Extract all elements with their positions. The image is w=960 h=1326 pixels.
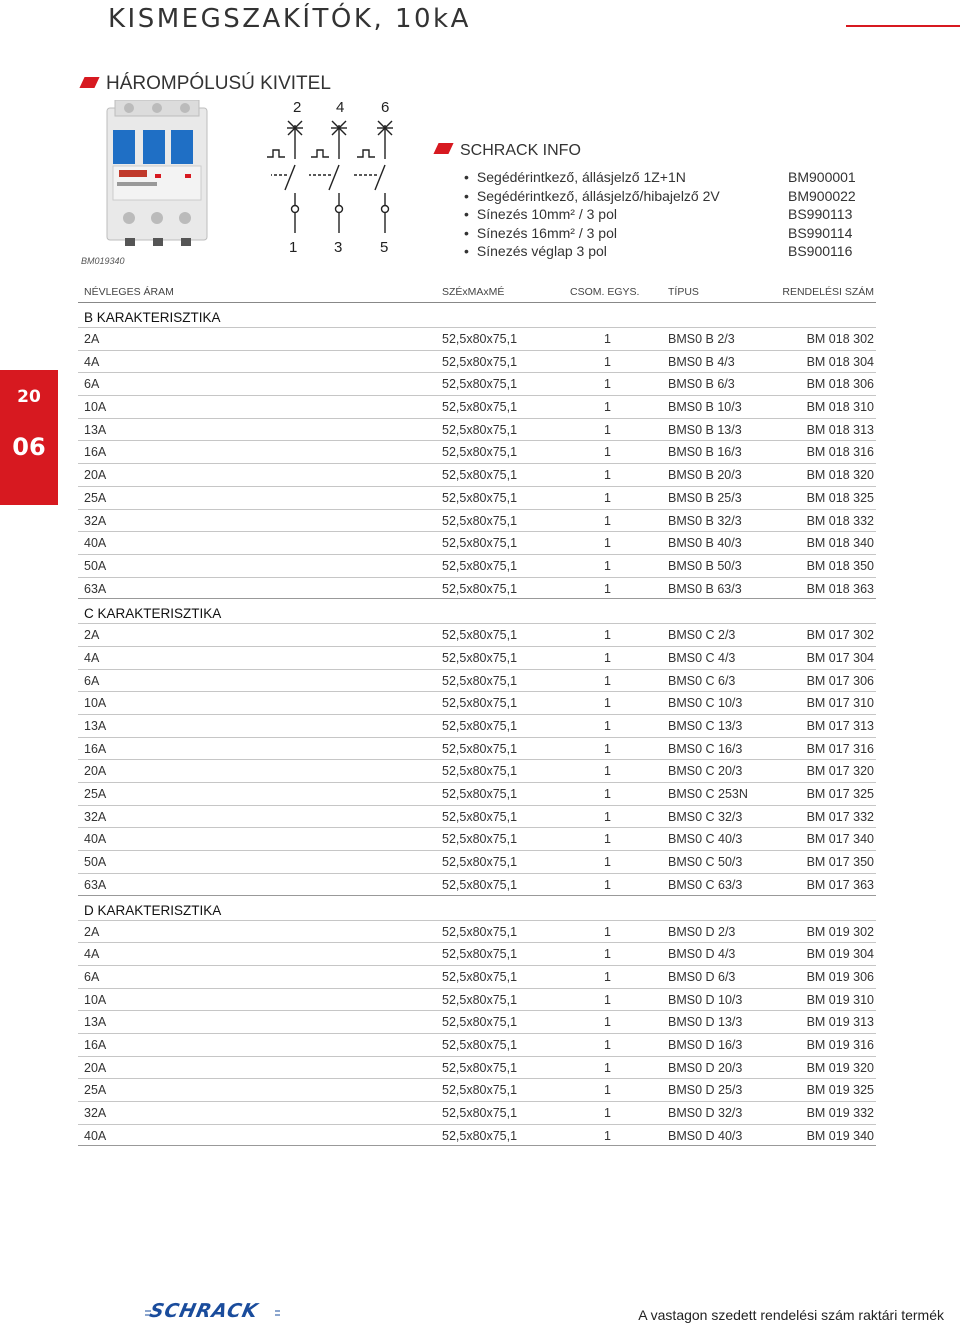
red-bullet-icon (79, 77, 99, 88)
cell-rated-current: 4A (84, 947, 100, 962)
cell-dimensions: 52,5x80x75,1 (442, 696, 518, 711)
cell-order-number: BM 019 310 (806, 992, 874, 1007)
cell-order-number: BM 018 306 (806, 377, 874, 392)
cell-rated-current: 16A (84, 741, 107, 756)
cell-dimensions: 52,5x80x75,1 (442, 855, 518, 870)
cell-order-number: BM 018 320 (806, 468, 874, 483)
cell-rated-current: 6A (84, 377, 100, 392)
cell-pack-unit: 1 (604, 332, 611, 346)
table-row (78, 669, 876, 692)
table-row (78, 1101, 876, 1124)
cell-rated-current: 10A (84, 400, 107, 415)
cell-dimensions: 52,5x80x75,1 (442, 992, 518, 1007)
cell-type: BMS0 D 16/3 (668, 1037, 743, 1052)
cell-dimensions: 52,5x80x75,1 (442, 1060, 518, 1075)
table-row (78, 942, 876, 965)
cell-order-number: BM 019 320 (806, 1060, 874, 1075)
image-caption: BM019340 (81, 256, 125, 266)
table-row (78, 850, 876, 873)
cell-dimensions: 52,5x80x75,1 (442, 445, 518, 460)
cell-type: BMS0 B 10/3 (668, 400, 742, 415)
info-item (436, 168, 886, 187)
cell-rated-current: 2A (84, 332, 100, 346)
table-row (78, 463, 876, 486)
table-row (78, 1010, 876, 1033)
table-row (78, 418, 876, 441)
group-heading-label: D KARAKTERISZTIKA (84, 902, 222, 918)
breaker-photo (105, 100, 210, 248)
table-row (78, 646, 876, 669)
schrack-info-box (436, 142, 886, 261)
info-item-text: • Segédérintkező, állásjelző 1Z+1N (464, 168, 686, 187)
cell-pack-unit: 1 (604, 855, 611, 870)
cell-rated-current: 10A (84, 992, 107, 1007)
cell-pack-unit: 1 (604, 673, 611, 688)
table-row (78, 554, 876, 577)
cell-dimensions: 52,5x80x75,1 (442, 787, 518, 802)
table-row (78, 440, 876, 463)
table-header (78, 280, 876, 302)
cell-pack-unit: 1 (604, 764, 611, 779)
wiring-diagram (255, 95, 405, 255)
cell-type: BMS0 C 63/3 (668, 877, 743, 892)
info-item-code: BS900116 (788, 243, 853, 259)
cell-type: BMS0 C 16/3 (668, 741, 743, 756)
cell-order-number: BM 017 320 (806, 764, 874, 779)
cell-order-number: BM 017 310 (806, 696, 874, 711)
terminal-bottom-1: 1 (289, 239, 298, 255)
cell-type: BMS0 B 50/3 (668, 558, 742, 573)
group-heading (78, 599, 876, 623)
table-body (78, 303, 876, 1146)
cell-rated-current: 20A (84, 764, 107, 779)
cell-type: BMS0 B 16/3 (668, 445, 742, 460)
cell-rated-current: 6A (84, 969, 100, 984)
table-row (78, 737, 876, 760)
cell-rated-current: 2A (84, 628, 100, 643)
cell-type: BMS0 B 2/3 (668, 332, 735, 346)
info-item-code: BS990113 (788, 206, 853, 222)
table-row (78, 1078, 876, 1101)
cell-type: BMS0 D 32/3 (668, 1106, 743, 1120)
header-order-number: RENDELÉSI SZÁM (782, 286, 874, 298)
header-dimensions: SZÉxMAxMÉ (442, 286, 505, 298)
red-bullet-icon (433, 143, 453, 154)
cell-dimensions: 52,5x80x75,1 (442, 924, 518, 939)
cell-rated-current: 4A (84, 354, 100, 369)
cell-dimensions: 52,5x80x75,1 (442, 947, 518, 962)
cell-order-number: BM 018 302 (806, 332, 874, 346)
header-type: TÍPUS (668, 286, 699, 298)
cell-dimensions: 52,5x80x75,1 (442, 1037, 518, 1052)
cell-type: BMS0 D 10/3 (668, 992, 743, 1007)
cell-pack-unit: 1 (604, 536, 611, 551)
info-item-code: BS990114 (788, 224, 853, 241)
cell-dimensions: 52,5x80x75,1 (442, 969, 518, 984)
cell-order-number: BM 019 316 (806, 1037, 874, 1052)
cell-order-number: BM 018 313 (806, 422, 874, 437)
cell-order-number: BM 019 313 (806, 1015, 874, 1030)
cell-pack-unit: 1 (604, 468, 611, 483)
cell-rated-current: 32A (84, 809, 107, 824)
cell-dimensions: 52,5x80x75,1 (442, 354, 518, 369)
terminal-top-6: 6 (381, 99, 390, 116)
cell-dimensions: 52,5x80x75,1 (442, 764, 518, 779)
table-row (78, 486, 876, 509)
cell-order-number: BM 019 304 (806, 947, 874, 962)
table-row (78, 327, 876, 350)
cell-order-number: BM 017 350 (806, 855, 874, 870)
info-item-text: • Segédérintkező, állásjelző/hibajelző 2V (464, 187, 720, 206)
cell-type: BMS0 C 50/3 (668, 855, 743, 870)
table-row (78, 965, 876, 988)
cell-pack-unit: 1 (604, 924, 611, 939)
cell-dimensions: 52,5x80x75,1 (442, 832, 518, 847)
group-rows (78, 623, 876, 895)
cell-pack-unit: 1 (604, 719, 611, 733)
group-heading-label: C KARAKTERISZTIKA (84, 606, 222, 622)
table-row (78, 873, 876, 896)
cell-type: BMS0 D 20/3 (668, 1060, 743, 1075)
cell-order-number: BM 018 363 (806, 581, 874, 596)
cell-order-number: BM 017 332 (806, 809, 874, 824)
terminal-bottom-3: 3 (334, 239, 343, 255)
cell-pack-unit: 1 (604, 696, 611, 711)
cell-rated-current: 32A (84, 513, 107, 528)
table-row (78, 988, 876, 1011)
cell-rated-current: 40A (84, 536, 107, 551)
logo-text: SCHRACK (147, 1300, 261, 1322)
cell-pack-unit: 1 (604, 1037, 611, 1052)
cell-pack-unit: 1 (604, 1106, 611, 1120)
cell-type: BMS0 C 10/3 (668, 696, 743, 711)
cell-pack-unit: 1 (604, 877, 611, 892)
cell-pack-unit: 1 (604, 445, 611, 460)
cell-order-number: BM 019 306 (806, 969, 874, 984)
cell-rated-current: 25A (84, 1083, 107, 1098)
cell-type: BMS0 C 20/3 (668, 764, 743, 779)
cell-type: BMS0 C 4/3 (668, 650, 736, 665)
cell-type: BMS0 B 40/3 (668, 536, 742, 551)
table-row (78, 759, 876, 782)
cell-type: BMS0 B 20/3 (668, 468, 742, 483)
table-row (78, 1056, 876, 1079)
cell-pack-unit: 1 (604, 947, 611, 962)
group-heading (78, 896, 876, 920)
cell-order-number: BM 018 310 (806, 400, 874, 415)
cell-type: BMS0 B 13/3 (668, 422, 742, 437)
section-heading (82, 73, 331, 95)
cell-type: BMS0 C 13/3 (668, 719, 743, 733)
cell-dimensions: 52,5x80x75,1 (442, 650, 518, 665)
cell-type: BMS0 C 40/3 (668, 832, 743, 847)
cell-pack-unit: 1 (604, 628, 611, 643)
cell-type: BMS0 D 25/3 (668, 1083, 743, 1098)
product-table (78, 280, 876, 1146)
cell-rated-current: 20A (84, 1060, 107, 1075)
cell-rated-current: 4A (84, 650, 100, 665)
cell-dimensions: 52,5x80x75,1 (442, 1083, 518, 1098)
info-item-text: • Sínezés 16mm² / 3 pol (464, 224, 617, 243)
cell-order-number: BM 017 304 (806, 650, 874, 665)
table-row (78, 1033, 876, 1056)
cell-type: BMS0 B 4/3 (668, 354, 735, 369)
cell-rated-current: 63A (84, 877, 107, 892)
cell-pack-unit: 1 (604, 513, 611, 528)
page-title: KISMEGSZAKÍTÓK, 10kA (108, 4, 471, 34)
cell-rated-current: 16A (84, 1037, 107, 1052)
cell-rated-current: 6A (84, 673, 100, 688)
cell-dimensions: 52,5x80x75,1 (442, 536, 518, 551)
cell-type: BMS0 D 4/3 (668, 947, 736, 962)
table-row (78, 805, 876, 828)
cell-rated-current: 25A (84, 787, 107, 802)
cell-dimensions: 52,5x80x75,1 (442, 877, 518, 892)
chapter-tab-bottom: 06 (12, 433, 46, 461)
cell-rated-current: 10A (84, 696, 107, 711)
info-item-code: BM900001 (788, 169, 856, 185)
cell-dimensions: 52,5x80x75,1 (442, 422, 518, 437)
cell-rated-current: 32A (84, 1106, 107, 1120)
cell-order-number: BM 019 302 (806, 924, 874, 939)
table-row (78, 509, 876, 532)
cell-rated-current: 25A (84, 490, 107, 505)
cell-pack-unit: 1 (604, 992, 611, 1007)
cell-rated-current: 63A (84, 581, 107, 596)
group-rows (78, 920, 876, 1147)
cell-rated-current: 13A (84, 1015, 107, 1030)
cell-order-number: BM 017 325 (806, 787, 874, 802)
cell-rated-current: 2A (84, 924, 100, 939)
header-rated-current: NÉVLEGES ÁRAM (84, 286, 174, 298)
cell-pack-unit: 1 (604, 787, 611, 802)
cell-dimensions: 52,5x80x75,1 (442, 1015, 518, 1030)
cell-type: BMS0 D 6/3 (668, 969, 736, 984)
info-item (436, 205, 886, 224)
table-row (78, 577, 876, 600)
cell-type: BMS0 C 32/3 (668, 809, 743, 824)
cell-order-number: BM 018 340 (806, 536, 874, 551)
info-heading-label: SCHRACK INFO (460, 142, 581, 159)
cell-rated-current: 20A (84, 468, 107, 483)
cell-dimensions: 52,5x80x75,1 (442, 673, 518, 688)
info-heading (436, 142, 886, 160)
cell-pack-unit: 1 (604, 1060, 611, 1075)
cell-type: BMS0 B 63/3 (668, 581, 742, 596)
cell-order-number: BM 017 316 (806, 741, 874, 756)
cell-order-number: BM 017 313 (806, 719, 874, 733)
table-row (78, 691, 876, 714)
cell-dimensions: 52,5x80x75,1 (442, 1106, 518, 1120)
table-row (78, 827, 876, 850)
cell-order-number: BM 018 325 (806, 490, 874, 505)
table-row (78, 714, 876, 737)
cell-rated-current: 50A (84, 855, 107, 870)
cell-dimensions: 52,5x80x75,1 (442, 558, 518, 573)
info-item-text: • Sínezés 10mm² / 3 pol (464, 205, 617, 224)
cell-rated-current: 40A (84, 832, 107, 847)
cell-pack-unit: 1 (604, 809, 611, 824)
cell-order-number: BM 019 340 (806, 1128, 874, 1143)
cell-pack-unit: 1 (604, 490, 611, 505)
cell-pack-unit: 1 (604, 969, 611, 984)
cell-dimensions: 52,5x80x75,1 (442, 400, 518, 415)
cell-pack-unit: 1 (604, 558, 611, 573)
cell-type: BMS0 B 25/3 (668, 490, 742, 505)
table-row (78, 395, 876, 418)
table-row (78, 531, 876, 554)
cell-dimensions: 52,5x80x75,1 (442, 468, 518, 483)
cell-order-number: BM 017 340 (806, 832, 874, 847)
cell-type: BMS0 C 6/3 (668, 673, 736, 688)
cell-type: BMS0 B 6/3 (668, 377, 735, 392)
cell-order-number: BM 019 332 (806, 1106, 874, 1120)
table-row (78, 623, 876, 646)
cell-dimensions: 52,5x80x75,1 (442, 809, 518, 824)
cell-dimensions: 52,5x80x75,1 (442, 741, 518, 756)
cell-pack-unit: 1 (604, 832, 611, 847)
info-item-code: BM900022 (788, 187, 856, 204)
table-row (78, 920, 876, 943)
title-accent-rule (846, 25, 960, 27)
cell-dimensions: 52,5x80x75,1 (442, 628, 518, 643)
cell-rated-current: 40A (84, 1128, 107, 1143)
terminal-top-4: 4 (336, 99, 345, 116)
cell-rated-current: 13A (84, 719, 107, 733)
cell-dimensions: 52,5x80x75,1 (442, 1128, 518, 1143)
cell-pack-unit: 1 (604, 581, 611, 596)
cell-pack-unit: 1 (604, 377, 611, 392)
cell-pack-unit: 1 (604, 1128, 611, 1143)
cell-rated-current: 16A (84, 445, 107, 460)
cell-pack-unit: 1 (604, 422, 611, 437)
section-heading-label: HÁROMPÓLUSÚ KIVITEL (106, 73, 331, 94)
cell-rated-current: 13A (84, 422, 107, 437)
group-heading-label: B KARAKTERISZTIKA (84, 310, 221, 325)
cell-dimensions: 52,5x80x75,1 (442, 719, 518, 733)
cell-dimensions: 52,5x80x75,1 (442, 332, 518, 346)
cell-dimensions: 52,5x80x75,1 (442, 581, 518, 596)
info-item-text: • Sínezés véglap 3 pol (464, 242, 607, 261)
cell-dimensions: 52,5x80x75,1 (442, 490, 518, 505)
cell-pack-unit: 1 (604, 1015, 611, 1030)
cell-order-number: BM 018 332 (806, 513, 874, 528)
cell-dimensions: 52,5x80x75,1 (442, 377, 518, 392)
terminal-bottom-5: 5 (380, 239, 389, 255)
cell-pack-unit: 1 (604, 354, 611, 369)
cell-type: BMS0 D 40/3 (668, 1128, 743, 1143)
cell-order-number: BM 017 363 (806, 877, 874, 892)
table-row (78, 350, 876, 373)
cell-pack-unit: 1 (604, 741, 611, 756)
cell-dimensions: 52,5x80x75,1 (442, 513, 518, 528)
cell-order-number: BM 017 306 (806, 673, 874, 688)
cell-pack-unit: 1 (604, 400, 611, 415)
cell-order-number: BM 017 302 (806, 628, 874, 643)
cell-type: BMS0 C 2/3 (668, 628, 736, 643)
cell-rated-current: 50A (84, 558, 107, 573)
table-row (78, 372, 876, 395)
cell-type: BMS0 C 253N (668, 787, 748, 802)
info-item (436, 187, 886, 206)
terminal-top-2: 2 (293, 99, 302, 116)
chapter-tab-top: 20 (17, 387, 41, 407)
info-item (436, 224, 886, 243)
group-heading (78, 303, 876, 327)
table-row (78, 1124, 876, 1147)
cell-order-number: BM 019 325 (806, 1083, 874, 1098)
header-pack-unit: CSOM. EGYS. (570, 286, 640, 298)
chapter-tab (0, 370, 58, 505)
cell-type: BMS0 D 13/3 (668, 1015, 743, 1030)
table-row (78, 782, 876, 805)
cell-order-number: BM 018 350 (806, 558, 874, 573)
cell-type: BMS0 D 2/3 (668, 924, 736, 939)
cell-order-number: BM 018 316 (806, 445, 874, 460)
cell-type: BMS0 B 32/3 (668, 513, 742, 528)
info-item (436, 242, 886, 261)
cell-pack-unit: 1 (604, 650, 611, 665)
cell-order-number: BM 018 304 (806, 354, 874, 369)
footer-note: A vastagon szedett rendelési szám raktári termék (638, 1307, 944, 1323)
cell-pack-unit: 1 (604, 1083, 611, 1098)
group-rows (78, 327, 876, 599)
